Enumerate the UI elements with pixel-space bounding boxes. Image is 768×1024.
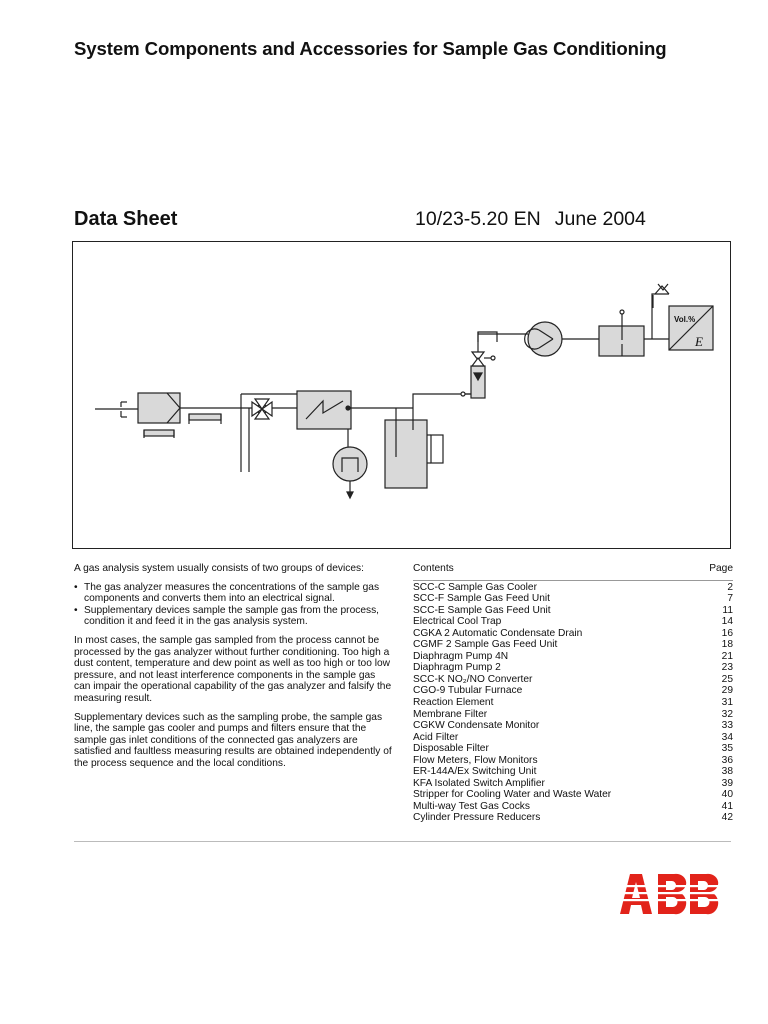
contents-item: [413, 697, 733, 709]
contents-item-title: ER-144A/Ex Switching Unit: [413, 766, 537, 778]
contents-item-title: CGO-9 Tubular Furnace: [413, 685, 523, 697]
condensate-pump: [333, 447, 367, 498]
contents-item: [413, 674, 733, 686]
contents-item-page: 29: [721, 685, 733, 697]
contents-item: [413, 743, 733, 755]
contents-item-title: Reaction Element: [413, 697, 494, 709]
contents-header: [413, 563, 733, 575]
contents-item: [413, 616, 733, 628]
contents-item-page: 31: [721, 697, 733, 709]
contents-item-title: SCC-C Sample Gas Cooler: [413, 581, 537, 593]
sample-gas-cooler: [297, 391, 351, 429]
datasheet-label: Data Sheet: [74, 208, 178, 230]
abb-logo: [620, 872, 732, 921]
analyzer-signal-symbol: E: [695, 334, 703, 349]
gas-analyzer: [669, 306, 713, 350]
contents-item: [413, 639, 733, 651]
contents-item: [413, 685, 733, 697]
contents-item-title: CGKA 2 Automatic Condensate Drain: [413, 627, 583, 639]
process-diagram: [72, 241, 731, 549]
contents-item-page: 14: [721, 616, 733, 628]
sample-gas-flow-diagram: [73, 242, 732, 550]
contents-item-title: SCC-K NO₂/NO Converter: [413, 673, 533, 685]
contents-item-page: 41: [721, 800, 733, 812]
contents-item: [413, 709, 733, 721]
flow-meter: [461, 342, 495, 398]
analyzer-unit-label: Vol.%: [674, 315, 696, 324]
contents-item-title: Flow Meters, Flow Monitors: [413, 754, 538, 766]
gas-inlet-probe: [95, 402, 138, 417]
document-number: [415, 208, 660, 231]
contents-item: [413, 628, 733, 640]
fine-filter: [599, 310, 644, 356]
contents-list: [413, 582, 733, 824]
contents-divider: [413, 580, 733, 581]
contents-item-page: 34: [721, 731, 733, 743]
contents-item-title: Acid Filter: [413, 731, 459, 743]
contents-item-page: 18: [721, 639, 733, 651]
contents-item-title: Electrical Cool Trap: [413, 616, 502, 628]
contents-item: [413, 605, 733, 617]
intro-paragraph-3: Supplementary devices such as the sampling probe, the sample gas line, the sample gas cooler and pumps and filters ensure that the sample gas inlet conditions of the connected gas analyzers are satisfied and faultless measuring results are obtained independently of the process sequence and the local conditions.: [74, 711, 392, 769]
contents-item-page: 23: [721, 662, 733, 674]
contents-item-page: 40: [721, 789, 733, 801]
document-date: June 2004: [554, 208, 646, 230]
contents-item: [413, 651, 733, 663]
document-code: 10/23-5.20 EN: [415, 208, 541, 230]
contents-table: [413, 563, 733, 824]
contents-item: [413, 812, 733, 824]
footer-divider: [74, 841, 731, 842]
contents-item-page: 32: [721, 708, 733, 720]
contents-item: [413, 778, 733, 790]
contents-item-page: 21: [721, 650, 733, 662]
sample-gas-pump: [525, 322, 562, 356]
contents-item-title: Membrane Filter: [413, 708, 488, 720]
intro-bullets: [74, 582, 394, 628]
contents-item-page: 35: [721, 743, 733, 755]
contents-item: [413, 593, 733, 605]
condensate-vessel: [385, 408, 443, 488]
contents-item-title: Multi-way Test Gas Cocks: [413, 800, 530, 812]
contents-item: [413, 582, 733, 594]
contents-item-title: Diaphragm Pump 2: [413, 662, 501, 674]
contents-item-title: Diaphragm Pump 4N: [413, 650, 509, 662]
contents-item: [413, 789, 733, 801]
sampling-probe-box: [138, 393, 180, 423]
contents-item: [413, 755, 733, 767]
contents-item: [413, 766, 733, 778]
contents-item-page: 39: [721, 777, 733, 789]
contents-item-title: SCC-E Sample Gas Feed Unit: [413, 604, 551, 616]
contents-item-page: 16: [721, 627, 733, 639]
contents-item: [413, 720, 733, 732]
intro-paragraph-2: In most cases, the sample gas sampled from the process cannot be processed by the gas analyzer without further conditioning. Too high a dust content, temperature and dew point as well as too high or too low pressure, and not least interference components in the sample gas can impair the operational capability of the gas analyzer and falsify the measuring result.: [74, 634, 392, 704]
intro-bullet: • The gas analyzer measures the concentrations of the sample gas components and converts them into an electrical signal.: [74, 581, 380, 605]
intro-bullet: • Supplementary devices sample the sample gas from the process, condition it and feed it in the gas analysis system.: [74, 604, 380, 628]
contents-item-title: CGMF 2 Sample Gas Feed Unit: [413, 639, 558, 651]
contents-item-title: SCC-F Sample Gas Feed Unit: [413, 593, 551, 605]
contents-item: [413, 732, 733, 744]
contents-item-title: Disposable Filter: [413, 743, 489, 755]
contents-item-page: 33: [721, 720, 733, 732]
abb-logo-mark: [620, 872, 732, 916]
contents-item-page: 25: [721, 673, 733, 685]
three-way-valve: [252, 399, 272, 419]
contents-item-title: Stripper for Cooling Water and Waste Water: [413, 789, 612, 801]
contents-item-title: KFA Isolated Switch Amplifier: [413, 777, 545, 789]
contents-item-page: 2: [727, 581, 733, 593]
exhaust-arrow: [652, 284, 669, 339]
contents-item-page: 7: [727, 593, 733, 605]
contents-item-page: 38: [721, 766, 733, 778]
contents-item-page: 42: [721, 812, 733, 824]
contents-item: [413, 801, 733, 813]
contents-item-page: 11: [722, 604, 733, 616]
intro-text: [74, 563, 394, 777]
contents-heading: Contents: [413, 563, 454, 574]
contents-item-title: Cylinder Pressure Reducers: [413, 812, 541, 824]
contents-item: [413, 662, 733, 674]
contents-page-heading: Page: [709, 563, 733, 574]
contents-item-title: CGKW Condensate Monitor: [413, 720, 540, 732]
contents-item-page: 36: [721, 754, 733, 766]
intro-lead: A gas analysis system usually consists of two groups of devices:: [74, 563, 364, 574]
document-title: System Components and Accessories for Sample Gas Conditioning: [74, 38, 667, 59]
